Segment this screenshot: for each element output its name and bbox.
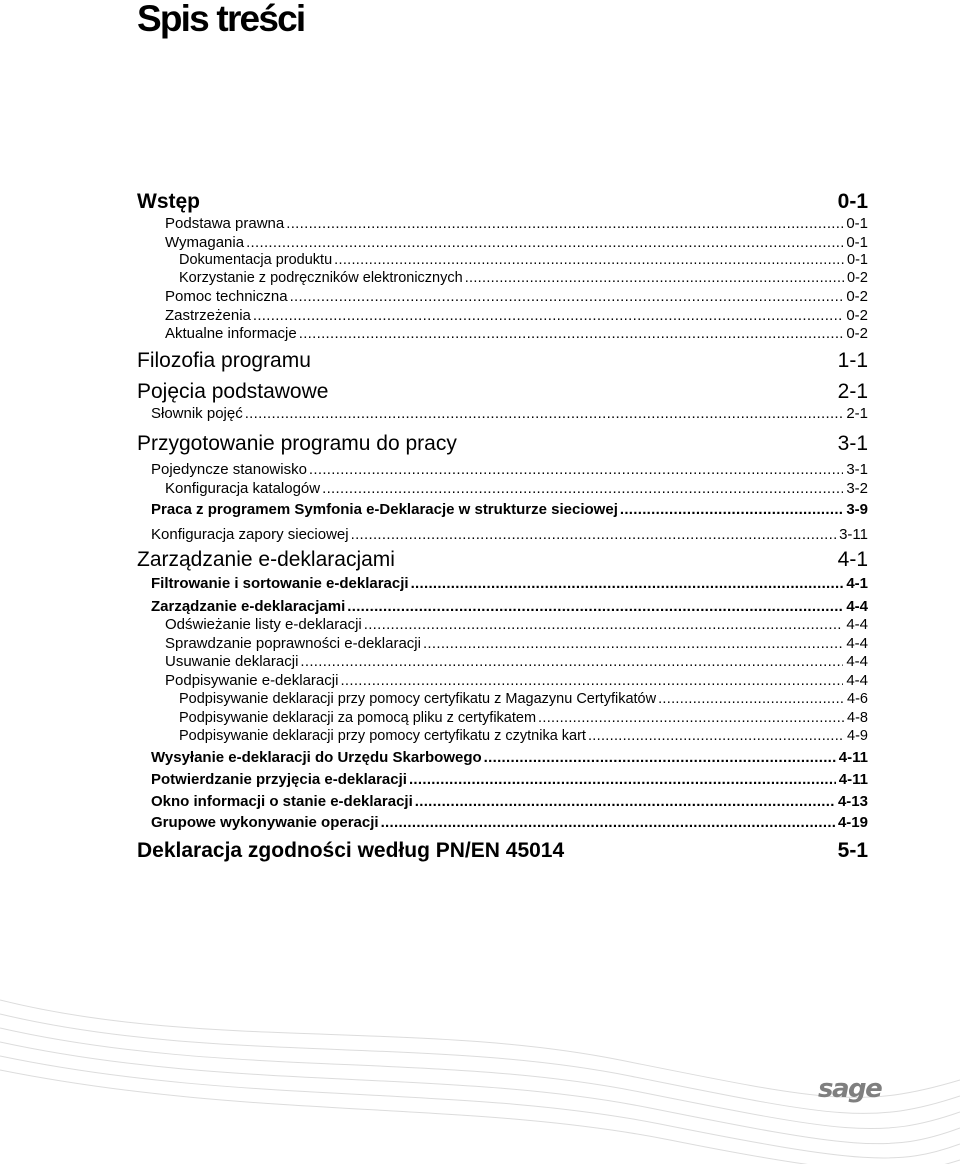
dot-leader (409, 770, 836, 789)
dot-leader (588, 727, 844, 746)
toc-entry-page: 2-1 (846, 405, 868, 422)
toc-entry-title: Deklaracja zgodności według PN/EN 45014 (137, 839, 565, 862)
toc-entry-title: Aktualne informacje (165, 325, 297, 342)
toc-entry[interactable] (151, 500, 868, 519)
toc-entry[interactable] (179, 690, 868, 709)
dot-leader (484, 748, 836, 767)
dot-leader (351, 525, 836, 544)
toc-entry-title: Odświeżanie listy e-deklaracji (165, 616, 362, 633)
toc-entry-page: 4-4 (846, 616, 868, 633)
toc-entry[interactable] (137, 189, 868, 215)
dot-leader (334, 251, 844, 270)
toc-entry-page: 3-9 (846, 501, 868, 518)
toc-entry[interactable] (137, 348, 868, 374)
toc-entry-title: Słownik pojęć (151, 405, 243, 422)
toc-entry-page: 4-11 (838, 749, 868, 766)
toc-entry-title: Filtrowanie i sortowanie e-deklaracji (151, 575, 409, 592)
dot-leader (286, 214, 843, 233)
toc-entry-title: Korzystanie z podręczników elektronicznych (179, 270, 463, 286)
dot-leader (245, 404, 844, 423)
toc-entry-page: 2-1 (837, 380, 868, 403)
toc-entry-page: 4-4 (846, 653, 868, 670)
dot-leader (538, 709, 844, 728)
toc-entry-title: Konfiguracja katalogów (165, 480, 321, 497)
toc-entry-title: Praca z programem Symfonia e-Deklaracje w strukturze sieciowej (151, 501, 618, 518)
toc-entry[interactable] (151, 813, 868, 832)
dot-leader (347, 597, 843, 616)
dot-leader (381, 813, 835, 832)
toc-entry-title: Zarządzanie e-deklaracjami (151, 598, 346, 615)
toc-entry-title: Podpisywanie deklaracji za pomocą pliku z certyfikatem (179, 710, 537, 726)
toc-entry-page: 3-11 (839, 526, 868, 543)
toc-entry-title: Wstęp (137, 190, 200, 213)
toc-entry-title: Podstawa prawna (165, 215, 285, 232)
toc-entry-title: Zarządzanie e-deklaracjami (137, 548, 395, 571)
dot-leader (411, 574, 844, 593)
toc-entry-page: 3-1 (846, 461, 868, 478)
toc-entry-title: Dokumentacja produktu (179, 252, 333, 268)
dot-leader (658, 690, 844, 709)
toc-entry-title: Pojęcia podstawowe (137, 380, 329, 403)
toc-entry-title: Wysyłanie e-deklaracji do Urzędu Skarbowego (151, 749, 482, 766)
toc-entry-page: 0-1 (837, 190, 868, 213)
toc-entry[interactable] (151, 792, 868, 811)
dot-leader (364, 615, 844, 634)
toc-entry-title: Pojedyncze stanowisko (151, 461, 307, 478)
toc-entry[interactable] (151, 574, 868, 593)
toc-entry-page: 4-1 (846, 575, 868, 592)
toc-entry[interactable] (165, 324, 868, 343)
sage-logo: sage (818, 1074, 882, 1104)
toc-entry-title: Okno informacji o stanie e-deklaracji (151, 793, 413, 810)
toc-entry[interactable] (137, 838, 868, 864)
toc-entry[interactable] (165, 652, 868, 671)
dot-leader (423, 634, 843, 653)
toc-entry-title: Podpisywanie e-deklaracji (165, 672, 339, 689)
toc-entry-page: 0-2 (846, 288, 868, 305)
toc-entry[interactable] (151, 748, 868, 767)
dot-leader (299, 324, 844, 343)
toc-entry[interactable] (165, 287, 868, 306)
toc-entry[interactable] (179, 727, 868, 746)
toc-entry-page: 4-4 (846, 635, 868, 652)
toc-entry[interactable] (179, 269, 868, 288)
toc-entry-page: 4-11 (838, 771, 868, 788)
toc-entry-page: 0-1 (846, 215, 868, 232)
toc-entry-page: 0-2 (846, 325, 868, 342)
toc-entry-title: Podpisywanie deklaracji przy pomocy certyfikatu z Magazynu Certyfikatów (179, 691, 657, 707)
toc-entry-title: Grupowe wykonywanie operacji (151, 814, 379, 831)
toc-entry[interactable] (179, 251, 868, 270)
decorative-wave-lines (0, 990, 960, 1164)
toc-entry[interactable] (137, 431, 868, 457)
toc-entry[interactable] (179, 709, 868, 728)
dot-leader (290, 287, 844, 306)
toc-entry-page: 4-6 (847, 691, 868, 707)
toc-entry[interactable] (151, 525, 868, 544)
toc-entry-page: 1-1 (837, 349, 868, 372)
toc-entry[interactable] (165, 479, 868, 498)
toc-entry[interactable] (151, 460, 868, 479)
toc-entry-page: 5-1 (837, 839, 868, 862)
toc-entry-page: 0-2 (847, 270, 868, 286)
toc-entry-title: Sprawdzanie poprawności e-deklaracji (165, 635, 421, 652)
toc-entry[interactable] (165, 634, 868, 653)
toc-entry-page: 3-2 (846, 480, 868, 497)
toc-entry[interactable] (151, 404, 868, 423)
toc-entry-page: 0-1 (846, 234, 868, 251)
toc-entry-title: Filozofia programu (137, 349, 311, 372)
dot-leader (620, 500, 843, 519)
toc-entry[interactable] (165, 615, 868, 634)
toc-entry[interactable] (165, 671, 868, 690)
toc-entry-page: 4-9 (847, 728, 868, 744)
toc-entry-page: 4-19 (837, 814, 868, 831)
dot-leader (465, 269, 844, 288)
dot-leader (246, 233, 843, 252)
page-title: Spis treści (137, 0, 305, 39)
toc-entry[interactable] (151, 597, 868, 616)
toc-entry-title: Potwierdzanie przyjęcia e-deklaracji (151, 771, 407, 788)
toc-entry-page: 4-8 (847, 710, 868, 726)
toc-entry-page: 3-1 (837, 432, 868, 455)
toc-entry[interactable] (165, 233, 868, 252)
toc-entry-page: 4-13 (837, 793, 868, 810)
toc-entry[interactable] (165, 306, 868, 325)
dot-leader (300, 652, 843, 671)
toc-entry-title: Usuwanie deklaracji (165, 653, 299, 670)
dot-leader (253, 306, 843, 325)
toc-entry-title: Wymagania (165, 234, 245, 251)
toc-entry-page: 4-1 (837, 548, 868, 571)
dot-leader (322, 479, 843, 498)
toc-entry-page: 4-4 (846, 672, 868, 689)
toc-entry-title: Pomoc techniczna (165, 288, 288, 305)
toc-entry-title: Przygotowanie programu do pracy (137, 432, 457, 455)
toc-entry[interactable] (165, 214, 868, 233)
toc-entry-title: Konfiguracja zapory sieciowej (151, 526, 349, 543)
toc-entry-title: Zastrzeżenia (165, 307, 251, 324)
toc-entry-page: 4-4 (846, 598, 868, 615)
toc-entry[interactable] (137, 547, 868, 573)
toc-entry-title: Podpisywanie deklaracji przy pomocy certyfikatu z czytnika kart (179, 728, 586, 744)
toc-entry-page: 0-2 (846, 307, 868, 324)
dot-leader (415, 792, 835, 811)
dot-leader (340, 671, 843, 690)
toc-entry[interactable] (137, 379, 868, 405)
dot-leader (309, 460, 843, 479)
toc-entry-page: 0-1 (847, 252, 868, 268)
toc-entry[interactable] (151, 770, 868, 789)
